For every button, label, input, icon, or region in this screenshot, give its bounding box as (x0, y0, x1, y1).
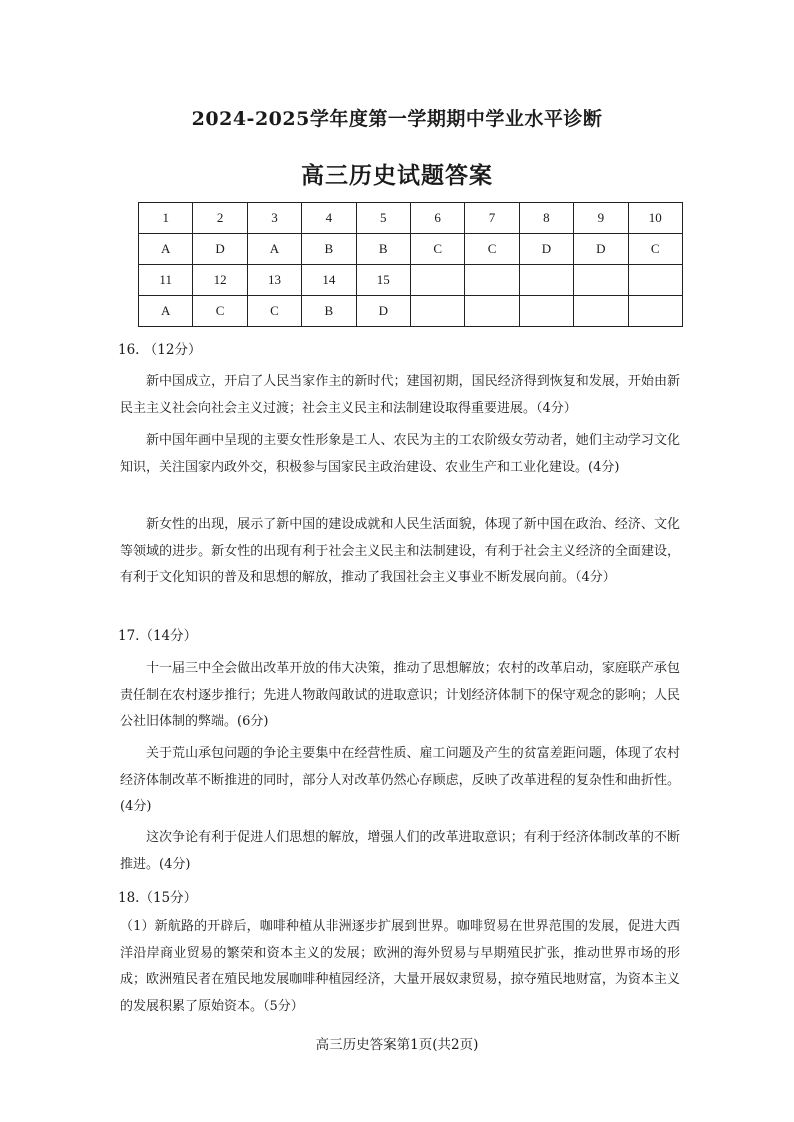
answer-table-cell: 6 (410, 203, 464, 234)
page-footer: 高三历史答案第1页(共2页) (315, 1037, 479, 1053)
answer-table-cell: A (139, 234, 193, 265)
q16-heading: 16. （12分） (118, 342, 202, 358)
answer-table-cell: D (519, 234, 573, 265)
q17-paragraph-1: 十一届三中全会做出改革开放的伟大决策，推动了思想解放；农村的改革启动，家庭联产承包责任制在农村逐步推行；先进人物敢闯敢试的进取意识；计划经济体制下的保守观念的影响；人民公社旧体制的弊端。(6分) (120, 661, 680, 729)
answer-table-cell: C (628, 234, 682, 265)
answer-table-cell: 7 (465, 203, 519, 234)
answer-table-cell (628, 265, 682, 296)
answer-table-cell: B (302, 296, 356, 327)
q17-paragraph-3: 这次争论有利于促进人们思想的解放，增强人们的改革进取意识；有利于经济体制改革的不断推进。(4分) (120, 830, 680, 872)
answer-table-row (139, 203, 683, 234)
answer-table-cell: D (193, 234, 247, 265)
answer-table-cell: 3 (247, 203, 301, 234)
answer-table-row (139, 296, 683, 327)
q16-paragraph-1: 新中国成立，开启了人民当家作主的新时代；建国初期，国民经济得到恢复和发展，开始由新民主主义社会向社会主义过渡；社会主义民主和法制建设取得重要进展。（4分） (120, 374, 680, 416)
answer-table-cell: D (356, 296, 410, 327)
q18-paragraph-1: （1）新航路的开辟后，咖啡种植从非洲逐步扩展到世界。咖啡贸易在世界范围的发展，促进大西洋沿岸商业贸易的繁荣和资本主义的发展；欧洲的海外贸易与早期殖民扩张，推动世界市场的形成；欧洲殖民者在殖民地发展咖啡种植园经济，大量开展奴隶贸易，掠夺殖民地财富，为资本主义的发展积累了原始资本。（5分） (120, 919, 680, 1014)
answer-table-cell: 4 (302, 203, 356, 234)
answer-table-cell (574, 296, 628, 327)
answer-table-cell: 8 (519, 203, 573, 234)
answer-table-cell: 9 (574, 203, 628, 234)
answer-table-cell: 13 (247, 265, 301, 296)
answer-table-cell: 10 (628, 203, 682, 234)
answer-table-cell: A (139, 296, 193, 327)
answer-table-cell: 1 (139, 203, 193, 234)
answer-table-cell: 14 (302, 265, 356, 296)
page-title: 2024-2025学年度第一学期期中学业水平诊断 (191, 108, 603, 130)
answer-table-cell (519, 296, 573, 327)
q16-paragraph-2: 新中国年画中呈现的主要女性形象是工人、农民为主的工农阶级女劳动者，她们主动学习文化知识，关注国家内政外交，积极参与国家民主政治建设、农业生产和工业化建设。(4分) (120, 433, 680, 475)
answer-table-row (139, 234, 683, 265)
answer-table-cell: A (247, 234, 301, 265)
answer-table-cell (574, 265, 628, 296)
page-subtitle: 高三历史试题答案 (301, 162, 493, 189)
q16-paragraph-3: 新女性的出现，展示了新中国的建设成就和人民生活面貌，体现了新中国在政治、经济、文化等领域的进步。新女性的出现有利于社会主义民主和法制建设，有利于社会主义经济的全面建设，有利于文化知识的普及和思想的解放，推动了我国社会主义事业不断发展向前。（4分） (120, 517, 680, 585)
answer-table-cell: B (356, 234, 410, 265)
answer-table-cell: 2 (193, 203, 247, 234)
answer-table-cell (465, 296, 519, 327)
answer-table-cell (628, 296, 682, 327)
answer-table-cell (410, 265, 464, 296)
answer-table-cell: C (465, 234, 519, 265)
answer-table-cell: C (193, 296, 247, 327)
q17-heading: 17.（14分） (118, 628, 198, 644)
answer-table-cell: 11 (139, 265, 193, 296)
answer-table (138, 202, 683, 327)
answer-table-cell (410, 296, 464, 327)
answer-table-cell: B (302, 234, 356, 265)
q18-heading: 18.（15分） (118, 890, 198, 906)
answer-table-cell (519, 265, 573, 296)
answer-table-cell (465, 265, 519, 296)
answer-table-cell: D (574, 234, 628, 265)
answer-table-cell: 12 (193, 265, 247, 296)
answer-table-row (139, 265, 683, 296)
answer-table-cell: 5 (356, 203, 410, 234)
q17-paragraph-2: 关于荒山承包问题的争论主要集中在经营性质、雇工问题及产生的贫富差距问题，体现了农村经济体制改革不断推进的同时，部分人对改革仍然心存顾虑，反映了改革进程的复杂性和曲折性。(4分) (120, 746, 680, 814)
answer-table-cell: C (247, 296, 301, 327)
answer-table-cell: 15 (356, 265, 410, 296)
answer-table-cell: C (410, 234, 464, 265)
